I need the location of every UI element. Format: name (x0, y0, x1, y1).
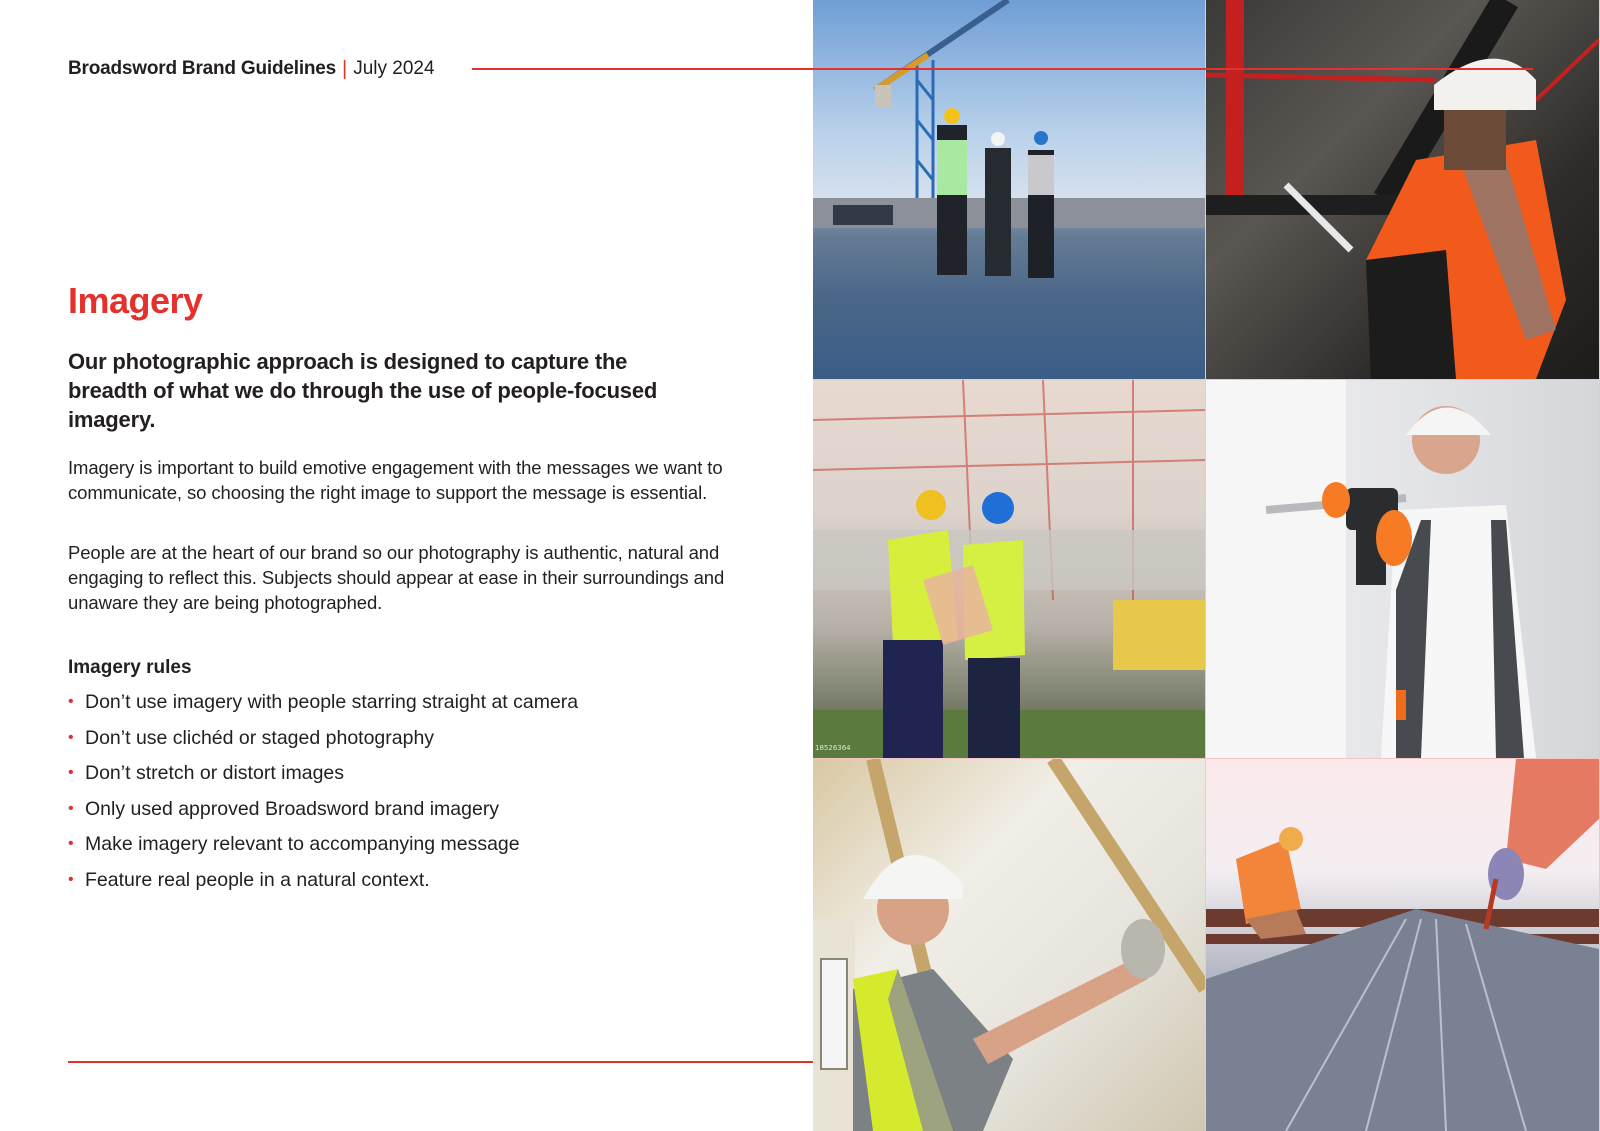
rule-text: Feature real people in a natural context. (85, 868, 430, 891)
header-separator: | (342, 57, 348, 80)
photo-grid (813, 0, 1600, 1131)
rule-text: Only used approved Broadsword brand imagery (85, 797, 500, 820)
bullet-icon: • (68, 764, 74, 781)
rule-text: Don’t use clichéd or staged photography (85, 726, 435, 749)
photo-metal-roofing (1206, 759, 1599, 1131)
rule-text: Don’t stretch or distort images (85, 762, 345, 784)
photo-pipe-inspection (1206, 0, 1599, 379)
rule-item (68, 832, 578, 868)
drill-scene-illustration (1206, 380, 1599, 758)
document-title: Broadsword Brand Guidelines (68, 58, 337, 79)
rule-item (68, 690, 578, 726)
insulation-scene-illustration (813, 759, 1205, 1131)
photo-drilling-wall (1206, 380, 1599, 758)
rules-heading: Imagery rules (68, 657, 192, 678)
document-date: July 2024 (353, 58, 435, 79)
rule-item (68, 797, 578, 833)
bullet-icon: • (68, 728, 74, 746)
footer-divider (68, 1061, 814, 1063)
photo-rooftop-crane (813, 0, 1205, 379)
bullet-icon: • (68, 799, 74, 817)
body-paragraph-2: People are at the heart of our brand so our photography is authentic, natural and engaging to reflect this. Subjects should appear at ease in their surroundings and unaware they are being photographed. (68, 542, 725, 613)
rules-list (68, 690, 578, 903)
photo-fitting-insulation (813, 759, 1205, 1131)
scaffold-scene-illustration (813, 380, 1205, 758)
pipe-scene-illustration (1206, 0, 1599, 379)
bullet-icon: • (68, 835, 74, 852)
lead-paragraph: Our photographic approach is designed to capture the breadth of what we do through the use of people-focused imagery. (68, 349, 658, 432)
bullet-icon: • (68, 870, 74, 888)
photo-site-plans-review (813, 380, 1205, 758)
body-paragraph-1: Imagery is important to build emotive engagement with the messages we want to communicate, so choosing the right image to support the message is essential. (68, 457, 723, 503)
rule-text: Make imagery relevant to accompanying message (85, 833, 520, 855)
stock-watermark: 18526364 (815, 744, 851, 752)
section-title: Imagery (68, 280, 203, 321)
rule-item (68, 726, 578, 762)
rule-item (68, 761, 578, 797)
crane-scene-illustration (813, 0, 1205, 379)
page-header (68, 55, 435, 83)
header-divider (472, 68, 1533, 70)
roof-scene-illustration (1206, 759, 1599, 1131)
rule-item (68, 868, 578, 904)
bullet-icon: • (68, 693, 74, 710)
rule-text: Don’t use imagery with people starring straight at camera (85, 691, 579, 713)
